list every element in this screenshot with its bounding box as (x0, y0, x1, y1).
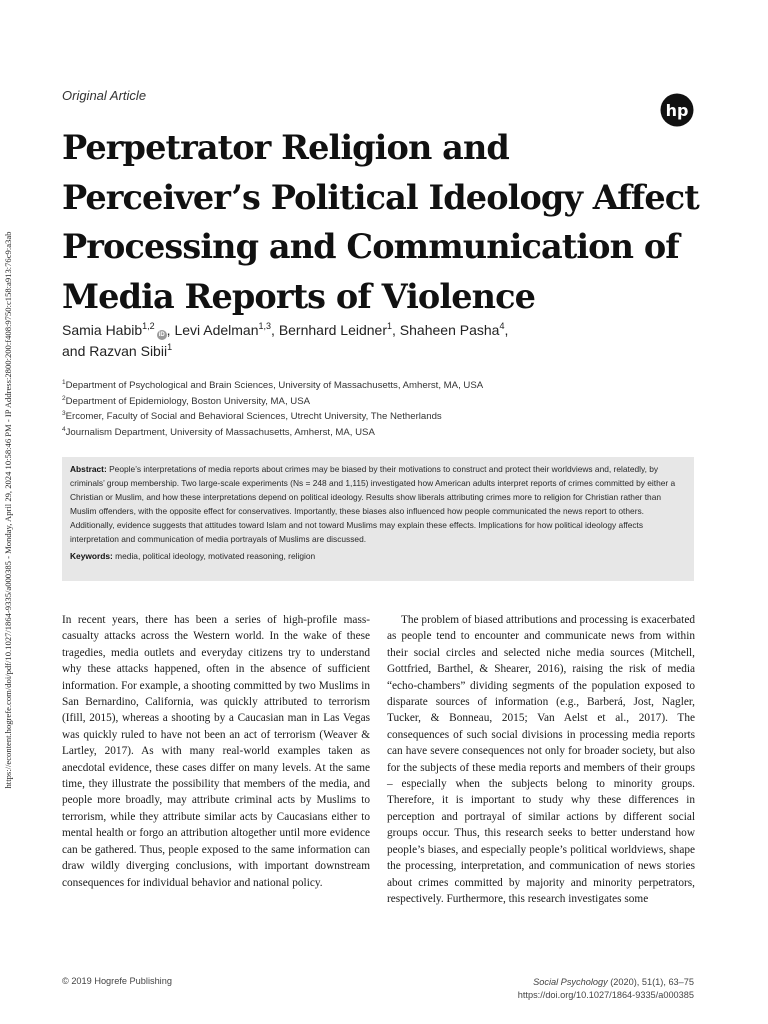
copyright-notice: © 2019 Hogrefe Publishing (62, 976, 172, 986)
affiliation-number: 1 (62, 379, 66, 386)
publisher-logo-text: hp (665, 101, 689, 120)
keywords-text: media, political ideology, motivated reasoning, religion (115, 551, 316, 562)
author-name: Bernhard Leidner (278, 322, 387, 338)
publisher-logo-icon (660, 93, 694, 127)
abstract-box (62, 457, 694, 581)
orcid-icon[interactable]: iD (158, 332, 165, 338)
doi-link[interactable]: https://doi.org/10.1027/1864-9335/a000385 (517, 990, 694, 1000)
body-column-left: In recent years, there has been a series of high-profile mass-casualty attacks across the Western world. In the wake of these tragedies, media outlets and everyday citizens try to understand why these attacks happened, often in the absence of sufficient information. For example, a shooting committed by two Muslims in San Bernardino, California, was quickly attributed to terrorism (Ifill, 2015), whereas a shooting by a Caucasian man in Las Vegas was quickly ruled to have not been an act of terrorism (Weaver & Lartley, 2017). As with many real-world examples taken as anecdotal evidence, these cases differ on many levels. At the same time, they illustrate the possibility that members of the media, and people more broadly, may attribute criminal acts by Muslims to terrorism, while they attribute similar acts by Caucasians either to mental health or forgo an attribution altogether until more evidence can be gathered. Thus, people exposed to the same information can draw wildly diverging conclusions, with important downstream consequences for individual behavior and national policy. (62, 614, 370, 889)
affiliation (62, 394, 702, 410)
affiliation-text: Department of Psychological and Brain Sciences, University of Massachusetts, Amherst, MA, USA (65, 380, 484, 391)
download-note: https://econtent.hogrefe.com/doi/pdf/10.1027/1864-9335/a000385 - Monday, April 29, 2024 10:58:46 PM - IP Address:2800:200:f408:9750:c158:a913:76c9:a3ab (3, 231, 13, 789)
author-affil-ref: 1 (167, 342, 173, 352)
abstract (70, 463, 686, 546)
affiliation (62, 409, 702, 425)
author-name: and Razvan Sibii (62, 343, 168, 359)
affiliation-text: Department of Epidemiology, Boston University, MA, USA (65, 395, 311, 407)
author-affil-ref: 1,2 (142, 321, 155, 331)
abstract-label: Abstract: (70, 464, 107, 474)
affiliation-number: 3 (62, 410, 66, 418)
affiliation (62, 378, 702, 394)
author-separator: , (504, 322, 509, 338)
download-watermark (1, 160, 15, 860)
title-line: Media Reports of Violence (62, 276, 535, 316)
author-separator: , (392, 322, 400, 338)
affiliation-list (62, 378, 702, 441)
author-affil-ref: 1,3 (258, 321, 272, 331)
journal-citation (518, 976, 694, 1002)
abstract-text: People’s interpretations of media reports about crimes may be biased by their motivations to construct and protect their worldviews and, relatedly, by criminals’ group membership. Two large-scale experiments (Ns = 248 and 1,115) investigated how American adults interpret reports of crimes committed by either a Christian or Muslim, and how these interpretations depend on political ideology. Results show liberals attributing crimes more to religion for Christian rather than Muslim offenders, with the opposite effect for conservatives. Importantly, these biases also influenced how people communicated the news report to others. Additionally, evidence suggests that attitudes toward Islam and not toward Muslims may explain these effects. Implications for how political ideology affects interpretation and communication of media portrayals of Muslims are discussed. (70, 464, 676, 544)
affiliation-text: Journalism Department, University of Massachusetts, Amherst, MA, USA (65, 427, 375, 439)
citation-details: (2020), 51(1), 63–75 (607, 977, 694, 987)
article-type-label: Original Article (62, 88, 147, 103)
affiliation-text: Ercomer, Faculty of Social and Behavioral Sciences, Utrecht University, The Netherlands (65, 411, 442, 423)
keywords-label: Keywords: (70, 551, 113, 562)
author-name: Samia Habib (62, 322, 143, 338)
author-separator: , (271, 322, 279, 338)
author-name: Levi Adelman (174, 322, 259, 338)
author-name: Shaheen Pasha (399, 322, 500, 338)
title-line: Perpetrator Religion and (62, 128, 509, 167)
affiliation (62, 425, 702, 441)
author-separator: , (166, 322, 175, 338)
affiliation-number: 2 (62, 394, 66, 402)
article-title (62, 123, 722, 321)
body-column-right: The problem of biased attributions and processing is exacerbated as people tend to encounter and communicate news from within their social circles and selected niche media sources (Mitchell, Gottfried, Barthel, & Shearer, 2016), raising the risk of media “echo-chambers” dividing segments of the population exposed to disparate sources of information (e.g., Barberá, Jost, Nagler, Tucker, & Bonneau, 2015; Van Aelst et al., 2017). The consequences of such social divisions in processing media reports can have severe consequences not only for broader society, but also for the subjects of these media reports and members of their groups – especially when the subjects belong to minority groups. Therefore, it is important to study why these differences in perception and portrayal of similar actions by different social groups occur. Thus, this research seeks to better understand how people’s biases, and especially people’s political worldviews, shape the processing, interpretation, and communication of news stories about crimes committed by majority and minority perpetrators, respectively. Furthermore, this research investigates some (387, 614, 695, 905)
author-affil-ref: 1 (387, 321, 393, 331)
title-line: Perceiver’s Political Ideology Affect (62, 177, 699, 217)
affiliation-number: 4 (62, 426, 66, 434)
author-list (62, 320, 682, 362)
journal-name: Social Psychology (533, 977, 608, 987)
keywords (70, 550, 686, 564)
title-line: Processing and Communication of (62, 227, 679, 266)
author-affil-ref: 4 (499, 321, 505, 331)
